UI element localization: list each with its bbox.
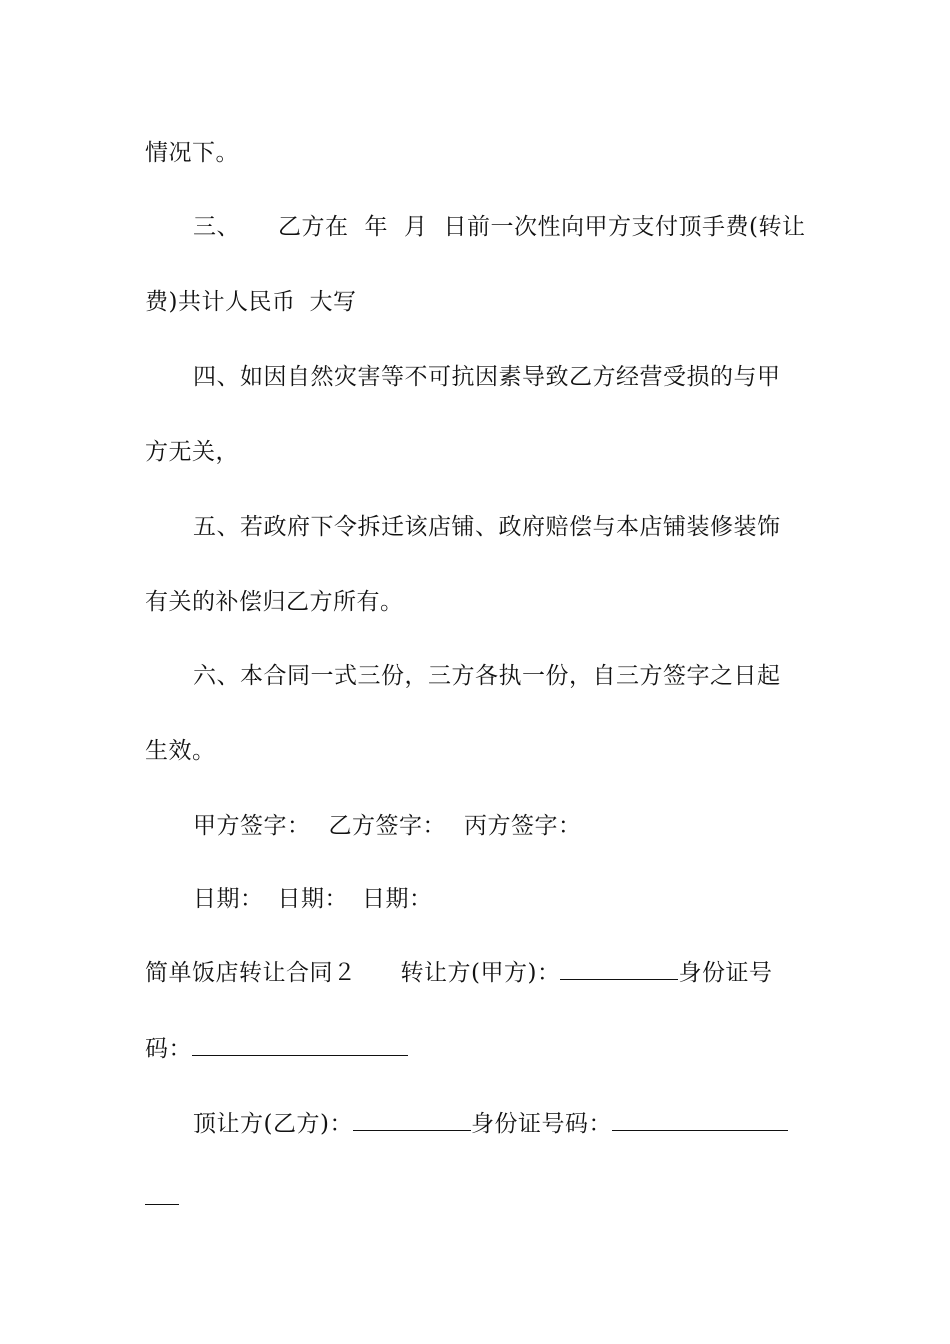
clause-number: 三、 (193, 214, 240, 240)
paragraph-line (145, 138, 810, 168)
text-fragment: 情况下。 (145, 140, 239, 166)
text-fragment: 生效。 (145, 738, 216, 764)
clause-four-line-1 (193, 362, 858, 392)
contract-two-heading-line (145, 958, 810, 988)
text-fragment: 乙方在 (278, 214, 349, 240)
text-fragment: 月 (404, 214, 428, 240)
date-label: 日期： (193, 886, 264, 912)
id-number-label: 身份证号码： (470, 1111, 612, 1137)
clause-five-line-2 (145, 587, 810, 617)
text-fragment: 六、本合同一式三份，三方各执一份，自三方签字之日起 (193, 663, 781, 689)
text-fragment: 有关的补偿归乙方所有。 (145, 589, 404, 615)
date-line (193, 884, 858, 914)
clause-five-line-1 (193, 512, 858, 542)
transferee-id-blank (612, 1110, 788, 1131)
text-fragment: 年 (364, 214, 388, 240)
text-fragment: 大写 (309, 289, 357, 315)
transferee-id-continuation (145, 1183, 810, 1213)
party-b-signature-label: 乙方签字： (328, 813, 446, 839)
text-fragment: 费)共计人民币 (145, 289, 296, 315)
clause-six-line-2 (145, 736, 810, 766)
transferee-label: 顶让方(乙方)： (193, 1111, 353, 1137)
transferor-name-blank (560, 959, 678, 980)
party-c-signature-label: 丙方签字： (464, 813, 582, 839)
id-number-label: 身份证号 (678, 960, 773, 986)
transferor-label: 转让方(甲方)： (400, 960, 561, 986)
contract-title: 简单饭店转让合同２ (145, 960, 357, 986)
clause-three-line-2 (145, 287, 810, 317)
transferee-line (193, 1109, 858, 1139)
text-fragment: 日前一次性向甲方支付顶手费(转让 (443, 214, 806, 240)
text-fragment: 方无关， (145, 439, 239, 465)
transferee-name-blank (353, 1110, 471, 1131)
signature-line (193, 811, 858, 841)
transferee-id-blank-continued (145, 1184, 179, 1205)
text-fragment: 五、若政府下令拆迁该店铺、政府赔偿与本店铺装修装饰 (193, 514, 781, 540)
text-fragment: 码： (145, 1036, 192, 1062)
clause-six-line-1 (193, 661, 858, 691)
text-fragment: 四、如因自然灾害等不可抗因素导致乙方经营受损的与甲 (193, 364, 781, 390)
date-label: 日期： (277, 886, 348, 912)
date-label: 日期： (362, 886, 433, 912)
clause-four-line-2 (145, 437, 810, 467)
transferor-id-blank (192, 1035, 408, 1056)
transferor-id-line (145, 1034, 810, 1064)
clause-three-line-1 (193, 212, 858, 242)
party-a-signature-label: 甲方签字： (193, 813, 311, 839)
